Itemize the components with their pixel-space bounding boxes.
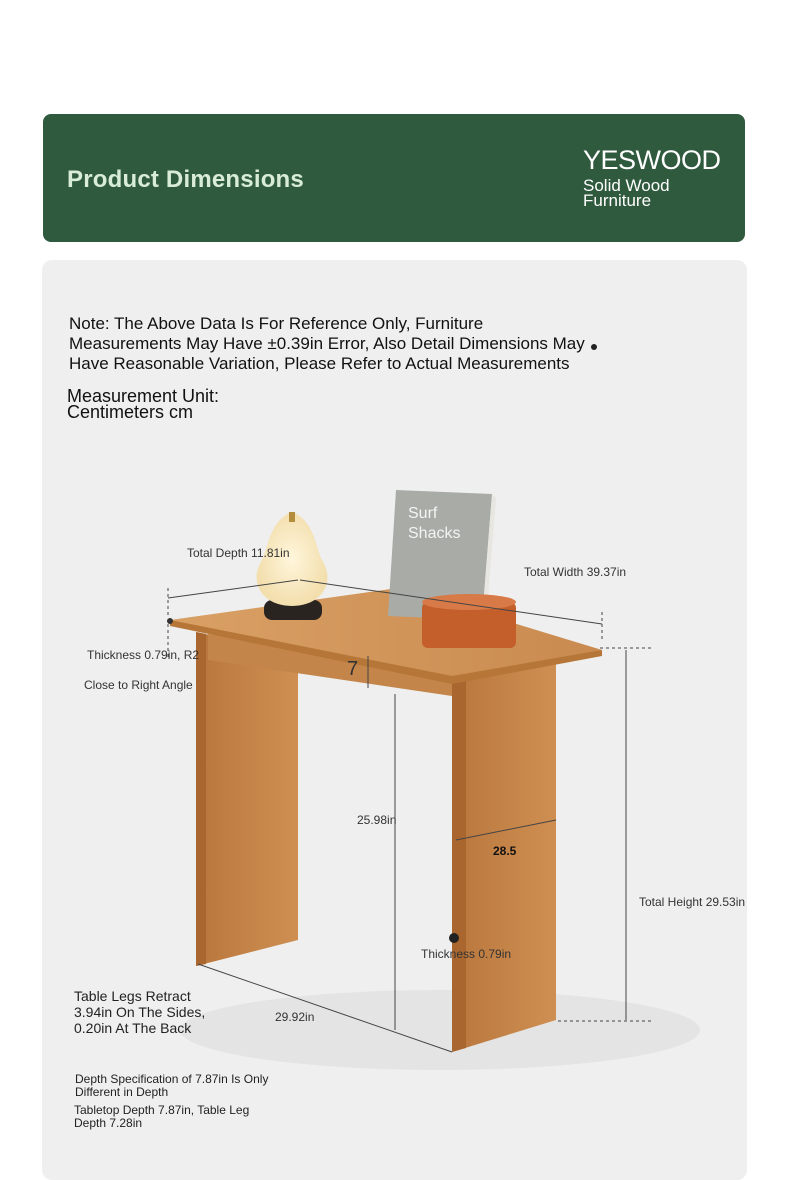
brand-name: YESWOOD xyxy=(583,145,721,175)
label-base-length: 29.92in xyxy=(275,1010,315,1024)
label-total-depth: Total Depth 11.81in xyxy=(187,546,290,560)
label-leg-thickness: Thickness 0.79in xyxy=(421,947,512,961)
left-leg-edge xyxy=(196,632,206,966)
label-apron: 7 xyxy=(347,658,359,680)
reference-note: Note: The Above Data Is For Reference Only, Furniture Measurements May Have ±0.39in Error, Also Detail Dimensions May Have Reasonable Variation, Please Refer to Actual Measurements xyxy=(69,314,585,373)
label-leg-height: 25.98in xyxy=(357,813,397,827)
brand-tagline: Solid Wood Furniture xyxy=(583,176,670,210)
banner-title: Product Dimensions xyxy=(67,166,304,193)
book-title-2: Shacks xyxy=(408,525,461,542)
note-depth-spec: Depth Specification of 7.87in Is Only Different in Depth xyxy=(75,1072,269,1099)
label-close-right-angle: Close to Right Angle xyxy=(84,678,193,692)
label-total-width: Total Width 39.37in xyxy=(524,565,627,579)
book-title-1: Surf xyxy=(408,505,438,522)
note-legs-retract: Table Legs Retract 3.94in On The Sides, 0.20in At The Back xyxy=(74,988,206,1036)
note-tabletop-depth: Tabletop Depth 7.87in, Table Leg Depth 7.28in xyxy=(74,1103,250,1130)
right-leg-edge xyxy=(452,664,466,1052)
floor-shadow xyxy=(180,990,700,1070)
round-box-lid-icon xyxy=(422,594,516,610)
label-leg-width: 28.5 xyxy=(493,844,517,858)
lamp-top-icon xyxy=(289,512,295,522)
measurement-unit: Measurement Unit: Centimeters cm xyxy=(67,386,220,422)
label-thickness-top: Thickness 0.79in, R2 xyxy=(87,648,200,662)
label-total-height: Total Height 29.53in xyxy=(639,895,746,909)
left-leg xyxy=(196,632,298,966)
